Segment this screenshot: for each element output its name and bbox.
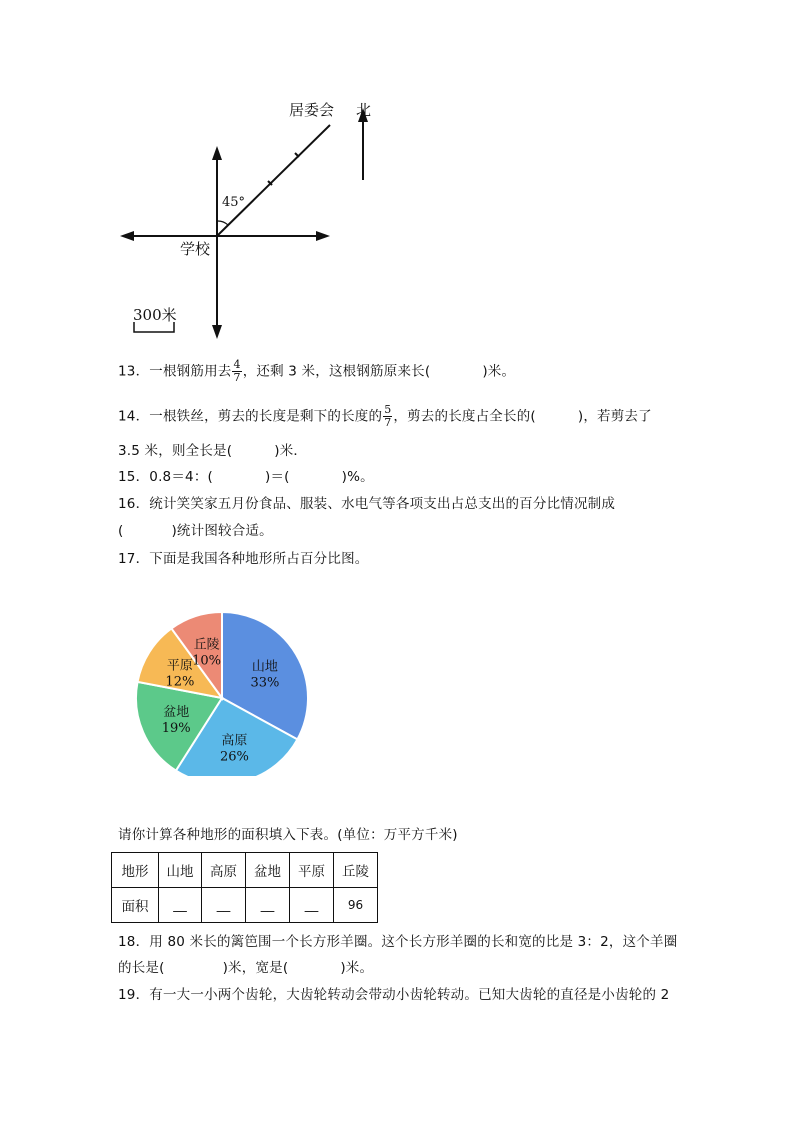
terrain-pie-chart — [130, 606, 316, 776]
table-row — [112, 888, 378, 923]
table-header-row — [112, 853, 378, 888]
angle-label: 45° — [222, 195, 246, 210]
pie-slice-label: 10% — [192, 653, 222, 669]
table-cell: 山地 — [159, 853, 202, 888]
question-19: 19．有一大一小两个齿轮，大齿轮转动会带动小齿轮转动。已知大齿轮的直径是小齿轮的 2 — [118, 987, 670, 1003]
question-16: 16．统计笑笑家五月份食品、服装、水电气等各项支出占总支出的百分比情况制成 — [118, 496, 616, 512]
question-15: 15．0.8＝4：( )＝( )%。 — [118, 469, 374, 485]
question-16-continued: ( )统计图较合适。 — [118, 523, 273, 539]
table-cell: __ — [290, 888, 334, 923]
pie-slice-name: 盆地 — [163, 704, 190, 720]
table-intro: 请你计算各种地形的面积填入下表。(单位：万平方千米) — [118, 827, 458, 843]
right-arrow-icon — [316, 231, 330, 241]
table-cell: 盆地 — [246, 853, 290, 888]
pie-slice-label: 26% — [219, 749, 249, 765]
pie-slice-name: 平原 — [166, 658, 193, 674]
pie-slice-label: 33% — [250, 675, 280, 691]
down-arrow-icon — [212, 325, 222, 339]
place-label: 居委会 — [289, 101, 335, 119]
table-cell: 高原 — [202, 853, 246, 888]
table-cell: 丘陵 — [334, 853, 378, 888]
fraction: $\frac{5}{7}$ — [384, 403, 392, 429]
table-cell: 面积 — [112, 888, 159, 923]
north-label: 北 — [356, 101, 372, 119]
pie-slice-name: 高原 — [221, 733, 248, 749]
pie-slice-label: 19% — [161, 720, 191, 736]
table-cell: 地形 — [112, 853, 159, 888]
scale-label: 300米 — [133, 306, 177, 324]
table-cell: 平原 — [290, 853, 334, 888]
school-label: 学校 — [180, 240, 211, 258]
terrain-area-table — [111, 852, 378, 923]
up-arrow-icon — [212, 146, 222, 160]
fraction: $\frac{4}{7}$ — [233, 358, 241, 384]
question-18-continued: 的长是( )米，宽是( )米。 — [118, 960, 374, 976]
question-13: 13．一根钢筋用去 $\frac{4}{7}$ ，还剩 3 米，这根钢筋原来长( )米。 — [118, 358, 516, 384]
question-17: 17．下面是我国各种地形所占百分比图。 — [118, 551, 369, 567]
table-cell: __ — [246, 888, 290, 923]
table-cell: __ — [159, 888, 202, 923]
question-14: 14．一根铁丝，剪去的长度是剩下的长度的 $\frac{5}{7}$ ，剪去的长度占全长的( )，若剪去了 — [118, 403, 652, 429]
pie-slice-name: 山地 — [251, 659, 278, 675]
table-cell: __ — [202, 888, 246, 923]
question-14-continued: 3.5 米，则全长是( )米． — [118, 443, 308, 459]
pie-slice-label: 12% — [165, 674, 195, 690]
question-18: 18．用 80 米长的篱笆围一个长方形羊圈。这个长方形羊圈的长和宽的比是 3：2，这个羊圈 — [118, 934, 678, 950]
pie-slice-name: 丘陵 — [193, 637, 220, 653]
left-arrow-icon — [120, 231, 134, 241]
table-cell: 96 — [334, 888, 378, 923]
